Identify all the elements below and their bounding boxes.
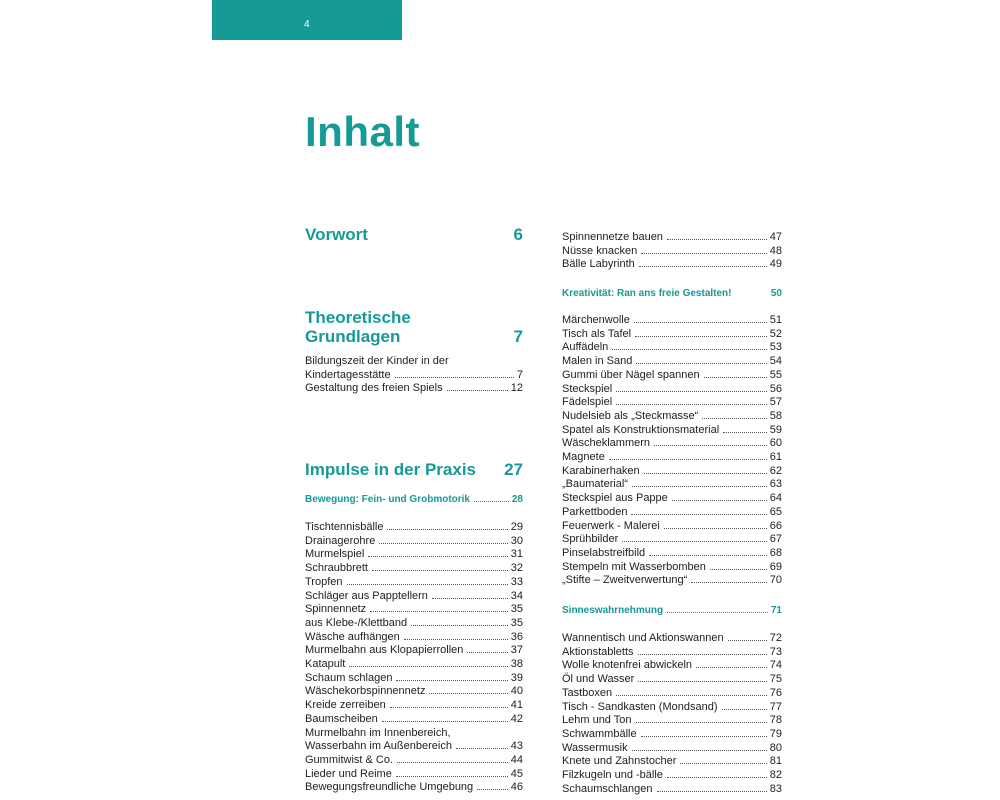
toc-entry-page: 58 — [769, 409, 782, 422]
subsection-page: 50 — [770, 288, 782, 299]
dot-leader — [429, 693, 507, 694]
toc-entry-page: 83 — [769, 782, 782, 795]
toc-entry-title: Schläger aus Papptellern — [305, 589, 428, 602]
dot-leader — [396, 776, 508, 777]
toc-entry-page: 29 — [510, 521, 523, 533]
toc-subsection-sinnes[interactable] — [562, 604, 782, 617]
toc-entry[interactable] — [562, 396, 782, 410]
toc-entry-page: 75 — [769, 673, 782, 686]
dot-leader — [636, 363, 766, 364]
toc-entry-page: 68 — [769, 546, 782, 559]
section-title-line1: Theoretische — [305, 308, 411, 327]
toc-entry[interactable] — [562, 646, 782, 660]
toc-entry-page: 72 — [769, 632, 782, 644]
toc-entry-page: 7 — [516, 368, 523, 381]
toc-entry[interactable] — [562, 383, 782, 397]
toc-entry[interactable] — [562, 520, 782, 534]
dot-leader — [638, 681, 766, 682]
toc-entry-page: 55 — [769, 368, 782, 381]
toc-entry[interactable] — [305, 617, 523, 631]
dot-leader — [702, 418, 766, 419]
toc-entry[interactable] — [562, 245, 782, 259]
toc-entry-title: Aktionstabletts — [562, 645, 634, 658]
dot-leader — [632, 486, 767, 487]
toc-entry[interactable] — [562, 687, 782, 701]
toc-entry-title: Bälle Labyrinth — [562, 258, 635, 271]
toc-entry-title: Auffädeln — [562, 341, 609, 354]
toc-entry-title: Schaum schlagen — [305, 671, 393, 684]
toc-entry-page: 30 — [510, 534, 523, 547]
section-title: Vorwort — [305, 225, 368, 244]
toc-entry-title: Steckspiel — [562, 382, 613, 395]
toc-entry-title: Nudelsieb als „Steckmasse“ — [562, 409, 699, 422]
dot-leader — [634, 322, 767, 323]
toc-entry[interactable] — [562, 714, 782, 728]
toc-entry-title: „Stifte – Zweitverwertung“ — [562, 574, 688, 587]
toc-entry[interactable] — [305, 521, 523, 535]
toc-entry[interactable] — [562, 437, 782, 451]
dot-leader — [390, 707, 508, 708]
toc-entry-page: 53 — [769, 341, 782, 354]
toc-entry-page: 69 — [769, 560, 782, 573]
dot-leader — [404, 639, 508, 640]
toc-entry-title: Wannentisch und Aktionswannen — [562, 632, 724, 644]
dot-leader — [382, 721, 508, 722]
dot-leader — [368, 556, 507, 557]
toc-entry-title: Katapult — [305, 658, 346, 670]
toc-entry-title: Öl und Wasser — [562, 673, 635, 686]
toc-entry[interactable] — [562, 465, 782, 479]
dot-leader — [612, 349, 766, 350]
toc-entry[interactable] — [562, 728, 782, 742]
dot-leader — [467, 652, 507, 653]
dot-leader — [395, 377, 514, 378]
toc-entry-page: 62 — [769, 464, 782, 477]
toc-entry-title: Pinselabstreifbild — [562, 546, 646, 559]
toc-entry-page: 63 — [769, 478, 782, 491]
header-bar — [212, 0, 402, 40]
toc-entry[interactable] — [562, 632, 782, 646]
dot-leader — [456, 748, 508, 749]
toc-entry-title: Baumscheiben — [305, 712, 378, 725]
toc-entry[interactable] — [562, 561, 782, 575]
toc-entry[interactable] — [562, 769, 782, 783]
toc-entry-page: 67 — [769, 533, 782, 546]
dot-leader — [396, 680, 507, 681]
dot-leader — [723, 432, 767, 433]
toc-entry-title: Tropfen — [305, 575, 343, 588]
toc-entry[interactable] — [305, 781, 523, 795]
toc-entry-page: 49 — [769, 258, 782, 271]
dot-leader — [635, 336, 767, 337]
dot-leader — [728, 640, 767, 641]
dot-leader — [680, 763, 766, 764]
toc-entry[interactable] — [562, 231, 782, 245]
toc-entry[interactable] — [562, 533, 782, 547]
toc-entry-title: Parkettboden — [562, 505, 628, 518]
toc-entry[interactable] — [562, 783, 782, 797]
toc-entry-page: 33 — [510, 575, 523, 588]
dot-leader — [710, 569, 767, 570]
toc-entry[interactable] — [562, 492, 782, 506]
toc-entry[interactable] — [562, 410, 782, 424]
toc-entry[interactable] — [562, 478, 782, 492]
dot-leader — [447, 390, 508, 391]
toc-entry-title: Tisch - Sandkasten (Mondsand) — [562, 700, 718, 713]
dot-leader — [672, 500, 767, 501]
toc-entry-page: 36 — [510, 630, 523, 643]
toc-entry-page: 12 — [510, 382, 523, 395]
toc-entry-page: 51 — [769, 314, 782, 326]
dot-leader — [722, 709, 767, 710]
toc-entry-title: Wassermusik — [562, 741, 628, 754]
toc-entry[interactable] — [562, 369, 782, 383]
page-title: Inhalt — [305, 108, 420, 155]
toc-entry[interactable] — [305, 685, 523, 699]
toc-entry[interactable] — [562, 755, 782, 769]
subsection-title: Sinneswahrnehmung — [562, 605, 664, 616]
toc-entry[interactable] — [305, 535, 523, 549]
toc-entry[interactable] — [562, 673, 782, 687]
dot-leader — [641, 736, 767, 737]
toc-entry-page: 73 — [769, 645, 782, 658]
toc-entry-title: Kreide zerreiben — [305, 699, 386, 712]
toc-entry-title: Karabinerhaken — [562, 464, 640, 477]
toc-entry-page: 38 — [510, 658, 523, 670]
dot-leader — [644, 473, 767, 474]
toc-entry-page: 78 — [769, 714, 782, 727]
dot-leader — [631, 514, 766, 515]
toc-entry-title: Schwammbälle — [562, 727, 637, 740]
toc-entry-title: Fädelspiel — [562, 396, 613, 409]
toc-entry-title: Lehm und Ton — [562, 714, 632, 727]
toc-entry-page: 65 — [769, 505, 782, 518]
toc-entry-page: 46 — [510, 781, 523, 794]
toc-entry-title: Magnete — [562, 451, 605, 463]
toc-entry-page: 31 — [510, 548, 523, 561]
dot-leader — [616, 391, 767, 392]
subsection-page: 71 — [770, 605, 782, 616]
toc-entry[interactable] — [305, 768, 523, 782]
toc-entry-page: 44 — [510, 753, 523, 766]
toc-entry-page: 47 — [769, 231, 782, 243]
toc-entry-page: 45 — [510, 767, 523, 780]
toc-entry-title: Spatel als Konstruktionsmaterial — [562, 423, 720, 436]
dot-leader — [616, 404, 767, 405]
toc-entry-page: 59 — [769, 423, 782, 436]
toc-entry-page: 80 — [769, 741, 782, 754]
toc-entry-title: Drainagerohre — [305, 534, 376, 547]
toc-entry-page: 39 — [510, 671, 523, 684]
section-page: 6 — [513, 225, 523, 244]
toc-entry-title: Wäsche aufhängen — [305, 630, 400, 643]
toc-entry-page: 37 — [510, 644, 523, 657]
dot-leader — [347, 584, 508, 585]
dot-leader — [641, 253, 767, 254]
section-title-line2: Grundlagen — [305, 327, 401, 346]
dot-leader — [638, 654, 767, 655]
toc-entry[interactable] — [305, 562, 523, 576]
toc-entry-page: 52 — [769, 327, 782, 340]
toc-entry-title: Wasserbahn im Außenbereich — [305, 740, 452, 753]
toc-entry[interactable] — [305, 658, 523, 672]
toc-entry[interactable] — [562, 258, 782, 272]
toc-entry-page: 81 — [769, 755, 782, 768]
toc-entry-page: 82 — [769, 769, 782, 781]
toc-entry[interactable] — [562, 328, 782, 342]
toc-entry-title: Gummi über Nägel spannen — [562, 368, 700, 381]
dot-leader — [379, 543, 507, 544]
toc-entry-title: Gestaltung des freien Spiels — [305, 382, 443, 395]
toc-entry-title: Wäschekorbspinnennetz — [305, 685, 426, 698]
toc-entry-page: 76 — [769, 686, 782, 699]
toc-entry-page: 66 — [769, 519, 782, 532]
dot-leader — [387, 529, 507, 530]
toc-entry-title-line1: Murmelbahn im Innenbereich, — [305, 726, 451, 739]
toc-entry[interactable] — [305, 631, 523, 645]
toc-entry-page: 64 — [769, 492, 782, 505]
toc-entry-page: 43 — [510, 740, 523, 753]
toc-entry-title: Sprühbilder — [562, 533, 619, 546]
toc-entry[interactable] — [562, 547, 782, 561]
toc-entry[interactable] — [305, 355, 523, 382]
dot-leader — [372, 570, 508, 571]
toc-entry-title: Feuerwerk - Malerei — [562, 519, 660, 532]
dot-leader — [622, 541, 766, 542]
dot-leader — [349, 666, 507, 667]
toc-entry[interactable] — [562, 341, 782, 355]
toc-entry-page: 60 — [769, 437, 782, 450]
toc-entry[interactable] — [562, 506, 782, 520]
toc-entry-title-line1: Bildungszeit der Kinder in der — [305, 355, 449, 367]
toc-entry-page: 41 — [510, 699, 523, 712]
dot-leader — [649, 555, 767, 556]
toc-entry-title: Murmelbahn aus Klopapierrollen — [305, 644, 464, 657]
toc-entry-page: 42 — [510, 712, 523, 725]
section-page: 7 — [513, 327, 523, 346]
toc-entry[interactable] — [562, 314, 782, 328]
toc-entry-page: 32 — [510, 562, 523, 575]
toc-entry[interactable] — [305, 754, 523, 768]
toc-entry[interactable] — [562, 355, 782, 369]
toc-entry-title: Spinnennetze bauen — [562, 231, 663, 243]
toc-entry-title: „Baumaterial“ — [562, 478, 629, 491]
toc-entry-title: Malen in Sand — [562, 355, 633, 368]
toc-entry-page: 57 — [769, 396, 782, 409]
toc-entry[interactable] — [305, 727, 523, 754]
toc-entry[interactable] — [562, 574, 782, 588]
dot-leader — [636, 722, 767, 723]
dot-leader — [667, 612, 768, 613]
toc-entry[interactable] — [562, 742, 782, 756]
toc-subsection-kreativitaet[interactable] — [562, 287, 782, 300]
subsection-title: Kreativität: Ran ans freie Gestalten! — [562, 288, 732, 299]
toc-entry-page: 77 — [769, 700, 782, 713]
toc-entry-page: 74 — [769, 659, 782, 672]
toc-entry-title: aus Klebe-/Klettband — [305, 616, 408, 629]
subsection-page: 28 — [511, 494, 523, 505]
dot-leader — [691, 582, 766, 583]
toc-entry[interactable] — [562, 659, 782, 673]
toc-section-grundlagen[interactable] — [305, 308, 523, 346]
toc-entry-title: Schraubbrett — [305, 562, 368, 575]
toc-entry[interactable] — [305, 382, 523, 396]
toc-entry[interactable] — [305, 548, 523, 562]
toc-entry[interactable] — [305, 603, 523, 617]
dot-leader — [704, 377, 767, 378]
toc-entry-title: Spinnennetz — [305, 603, 367, 616]
toc-entry-title: Wolle knotenfrei abwickeln — [562, 659, 693, 672]
toc-entry-title: Märchenwolle — [562, 314, 630, 326]
dot-leader — [397, 762, 508, 763]
toc-entry-page: 56 — [769, 382, 782, 395]
dot-leader — [370, 611, 508, 612]
toc-entry[interactable] — [562, 424, 782, 438]
toc-entry-title: Tisch als Tafel — [562, 327, 632, 340]
section-title: Impulse in der Praxis — [305, 460, 477, 479]
dot-leader — [639, 266, 767, 267]
toc-entry-title: Nüsse knacken — [562, 244, 638, 257]
dot-leader — [477, 789, 508, 790]
toc-entry-page: 34 — [510, 589, 523, 602]
toc-entry[interactable] — [562, 451, 782, 465]
toc-entry-title: Kindertagesstätte — [305, 368, 391, 381]
toc-entry[interactable] — [305, 713, 523, 727]
toc-entry-title: Wäscheklammern — [562, 437, 651, 450]
toc-entry-title: Knete und Zahnstocher — [562, 755, 677, 768]
toc-entry-page: 48 — [769, 244, 782, 257]
toc-entry-title: Schaumschlangen — [562, 782, 653, 795]
dot-leader — [616, 695, 767, 696]
dot-leader — [609, 459, 767, 460]
toc-entry-title: Bewegungsfreundliche Umgebung — [305, 781, 474, 794]
toc-entry-page: 35 — [510, 616, 523, 629]
toc-entry-page: 79 — [769, 727, 782, 740]
toc-section-impulse[interactable] — [305, 460, 523, 479]
toc-entry-title: Murmelspiel — [305, 548, 365, 561]
dot-leader — [667, 777, 767, 778]
toc-subsection-bewegung[interactable] — [305, 493, 523, 506]
toc-entry-title: Filzkugeln und -bälle — [562, 769, 663, 781]
dot-leader — [654, 445, 767, 446]
toc-entry-title: Tastboxen — [562, 686, 613, 699]
dot-leader — [664, 528, 767, 529]
toc-entry[interactable] — [305, 672, 523, 686]
page-number: 4 — [304, 19, 310, 30]
toc-entry-page: 35 — [510, 603, 523, 616]
toc-entry-title: Tischtennisbälle — [305, 521, 384, 533]
toc-section-vorwort[interactable] — [305, 225, 523, 244]
subsection-title: Bewegung: Fein- und Grobmotorik — [305, 494, 470, 505]
section-page: 27 — [504, 460, 523, 479]
dot-leader — [411, 625, 508, 626]
toc-entry[interactable] — [305, 699, 523, 713]
dot-leader — [696, 667, 767, 668]
toc-entry-title: Steckspiel aus Pappe — [562, 492, 668, 505]
toc-entry[interactable] — [562, 701, 782, 715]
toc-entry-page: 40 — [510, 685, 523, 698]
toc-entry-page: 61 — [769, 451, 782, 463]
toc-entry-page: 54 — [769, 355, 782, 368]
toc-entry[interactable] — [305, 576, 523, 590]
dot-leader — [474, 501, 509, 502]
dot-leader — [632, 750, 767, 751]
toc-entry[interactable] — [305, 644, 523, 658]
toc-entry-title: Gummitwist & Co. — [305, 753, 394, 766]
toc-entry-title: Lieder und Reime — [305, 767, 392, 780]
toc-entry-title: Stempeln mit Wasserbomben — [562, 560, 706, 573]
toc-entry[interactable] — [305, 590, 523, 604]
dot-leader — [657, 791, 767, 792]
dot-leader — [432, 598, 508, 599]
toc-entry-page: 70 — [769, 574, 782, 587]
dot-leader — [667, 239, 767, 240]
